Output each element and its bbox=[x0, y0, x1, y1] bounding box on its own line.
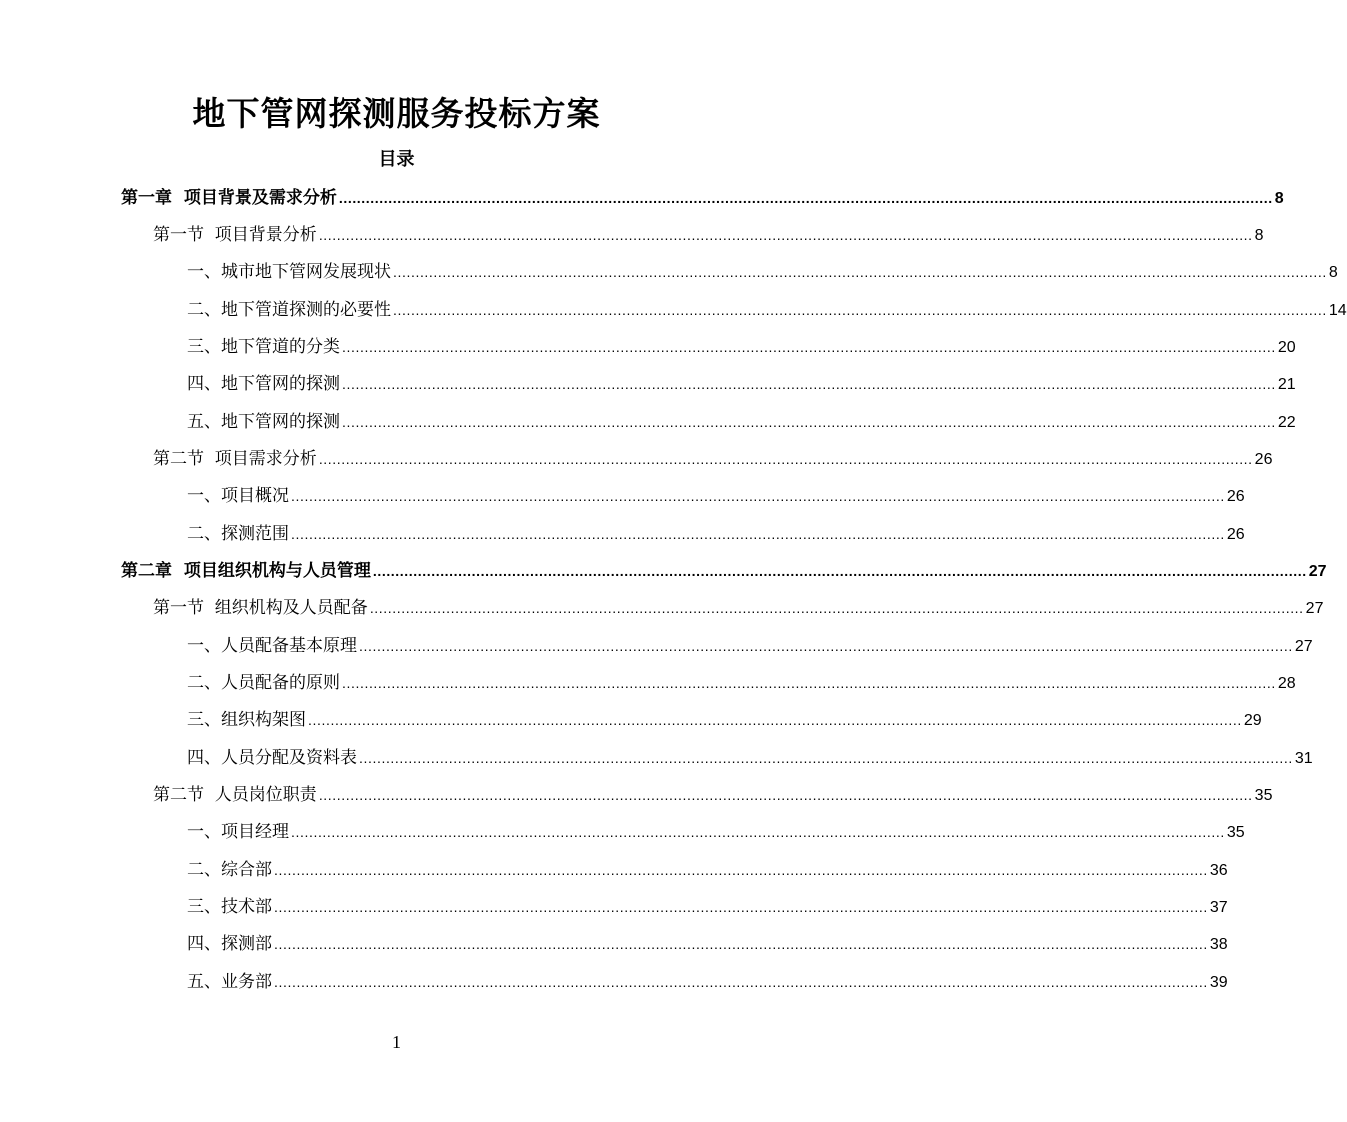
toc-entry-subsection[interactable] bbox=[187, 967, 1228, 997]
toc-page-number: 28 bbox=[1277, 675, 1296, 692]
toc-entry-subsection[interactable] bbox=[187, 743, 1313, 773]
toc-page-number: 26 bbox=[1226, 526, 1245, 543]
dot-leader: ................................................................................................................................................................................................................ bbox=[359, 638, 1293, 654]
toc-page-number: 22 bbox=[1277, 414, 1296, 431]
toc-page-number: 35 bbox=[1226, 824, 1245, 841]
dot-leader: ................................................................................................................................................................................................................ bbox=[291, 824, 1225, 840]
toc-entry-text: 二、综合部 bbox=[187, 860, 272, 880]
toc-entry-text: 三、技术部 bbox=[187, 897, 272, 917]
dot-leader: ................................................................................................................................................................................................................ bbox=[274, 974, 1208, 990]
toc-entry-subsection[interactable] bbox=[187, 257, 1338, 287]
toc-entry-text: 二、人员配备的原则 bbox=[187, 673, 340, 693]
toc-page-number: 31 bbox=[1294, 750, 1313, 767]
toc-page-number: 20 bbox=[1277, 339, 1296, 356]
toc-page-number: 26 bbox=[1226, 488, 1245, 505]
toc-page-number: 37 bbox=[1209, 899, 1228, 916]
dot-leader: ................................................................................................................................................................................................................ bbox=[274, 862, 1208, 878]
toc-page-number: 27 bbox=[1305, 600, 1324, 617]
toc-entry-text: 一、城市地下管网发展现状 bbox=[187, 262, 391, 282]
dot-leader: ................................................................................................................................................................................................................ bbox=[372, 563, 1307, 579]
dot-leader: ................................................................................................................................................................................................................ bbox=[291, 488, 1225, 504]
toc-heading: 目录 bbox=[378, 149, 415, 170]
dot-leader: ................................................................................................................................................................................................................ bbox=[318, 787, 1253, 803]
toc-entry-text: 五、地下管网的探测 bbox=[187, 412, 340, 432]
toc-page-number: 8 bbox=[1274, 190, 1284, 207]
toc-entry-text: 三、组织构架图 bbox=[187, 710, 306, 730]
toc-entry-text: 第二节 项目需求分析 bbox=[153, 449, 317, 469]
toc-entry-section[interactable] bbox=[153, 444, 1273, 474]
toc-entry-text: 四、地下管网的探测 bbox=[187, 374, 340, 394]
toc-page-number: 38 bbox=[1209, 936, 1228, 953]
toc-entry-subsection[interactable] bbox=[187, 295, 1347, 325]
toc-entry-section[interactable] bbox=[153, 780, 1273, 810]
dot-leader: ................................................................................................................................................................................................................ bbox=[393, 264, 1327, 280]
toc-entry-subsection[interactable] bbox=[187, 855, 1228, 885]
toc-entry-subsection[interactable] bbox=[187, 929, 1228, 959]
toc-page-number: 39 bbox=[1209, 974, 1228, 991]
toc-entry-subsection[interactable] bbox=[187, 668, 1296, 698]
document-title: 地下管网探测服务投标方案 bbox=[192, 94, 601, 133]
dot-leader: ................................................................................................................................................................................................................ bbox=[342, 339, 1276, 355]
toc-page-number: 8 bbox=[1254, 227, 1264, 244]
dot-leader: ................................................................................................................................................................................................................ bbox=[342, 675, 1276, 691]
dot-leader: ................................................................................................................................................................................................................ bbox=[342, 376, 1276, 392]
toc-page-number: 27 bbox=[1308, 563, 1327, 580]
dot-leader: ................................................................................................................................................................................................................ bbox=[274, 936, 1208, 952]
dot-leader: ................................................................................................................................................................................................................ bbox=[393, 302, 1327, 318]
toc-entry-text: 四、人员分配及资料表 bbox=[187, 748, 357, 768]
dot-leader: ................................................................................................................................................................................................................ bbox=[291, 526, 1225, 542]
toc-entry-text: 第二节 人员岗位职责 bbox=[153, 785, 317, 805]
toc-entry-text: 第二章 项目组织机构与人员管理 bbox=[121, 561, 371, 581]
toc-entry-text: 第一节 组织机构及人员配备 bbox=[153, 598, 368, 618]
toc-entry-chapter[interactable] bbox=[121, 556, 1327, 586]
dot-leader: ................................................................................................................................................................................................................ bbox=[274, 899, 1208, 915]
toc-entry-text: 一、项目概况 bbox=[187, 486, 289, 506]
toc-entry-subsection[interactable] bbox=[187, 631, 1313, 661]
toc-entry-subsection[interactable] bbox=[187, 519, 1245, 549]
toc-entry-subsection[interactable] bbox=[187, 817, 1245, 847]
toc-page-number: 36 bbox=[1209, 862, 1228, 879]
toc-entry-section[interactable] bbox=[153, 593, 1324, 623]
toc-entry-text: 五、业务部 bbox=[187, 972, 272, 992]
toc-entry-subsection[interactable] bbox=[187, 481, 1245, 511]
toc-entry-section[interactable] bbox=[153, 220, 1264, 250]
toc-page-number: 26 bbox=[1254, 451, 1273, 468]
toc-entry-text: 三、地下管道的分类 bbox=[187, 337, 340, 357]
toc-page-number: 14 bbox=[1328, 302, 1347, 319]
dot-leader: ................................................................................................................................................................................................................ bbox=[369, 600, 1304, 616]
dot-leader: ................................................................................................................................................................................................................ bbox=[318, 451, 1253, 467]
toc-entry-subsection[interactable] bbox=[187, 892, 1228, 922]
dot-leader: ................................................................................................................................................................................................................ bbox=[338, 190, 1273, 206]
toc-page-number: 27 bbox=[1294, 638, 1313, 655]
toc-entry-text: 一、项目经理 bbox=[187, 822, 289, 842]
toc-entry-subsection[interactable] bbox=[187, 332, 1296, 362]
toc-entry-subsection[interactable] bbox=[187, 705, 1262, 735]
toc-page-number: 8 bbox=[1328, 264, 1338, 281]
toc-entry-chapter[interactable] bbox=[121, 183, 1284, 213]
toc-entry-text: 二、探测范围 bbox=[187, 524, 289, 544]
toc-entry-subsection[interactable] bbox=[187, 369, 1296, 399]
dot-leader: ................................................................................................................................................................................................................ bbox=[359, 750, 1293, 766]
toc-entry-text: 第一章 项目背景及需求分析 bbox=[121, 188, 337, 208]
toc-entry-text: 第一节 项目背景分析 bbox=[153, 225, 317, 245]
toc-entry-text: 二、地下管道探测的必要性 bbox=[187, 300, 391, 320]
toc-page-number: 35 bbox=[1254, 787, 1273, 804]
toc-entry-text: 一、人员配备基本原理 bbox=[187, 636, 357, 656]
toc-page-number: 21 bbox=[1277, 376, 1296, 393]
dot-leader: ................................................................................................................................................................................................................ bbox=[342, 414, 1276, 430]
dot-leader: ................................................................................................................................................................................................................ bbox=[318, 227, 1253, 243]
dot-leader: ................................................................................................................................................................................................................ bbox=[308, 712, 1242, 728]
page-number: 1 bbox=[392, 1032, 401, 1052]
toc-page-number: 29 bbox=[1243, 712, 1262, 729]
toc-entry-subsection[interactable] bbox=[187, 407, 1296, 437]
toc-entry-text: 四、探测部 bbox=[187, 934, 272, 954]
